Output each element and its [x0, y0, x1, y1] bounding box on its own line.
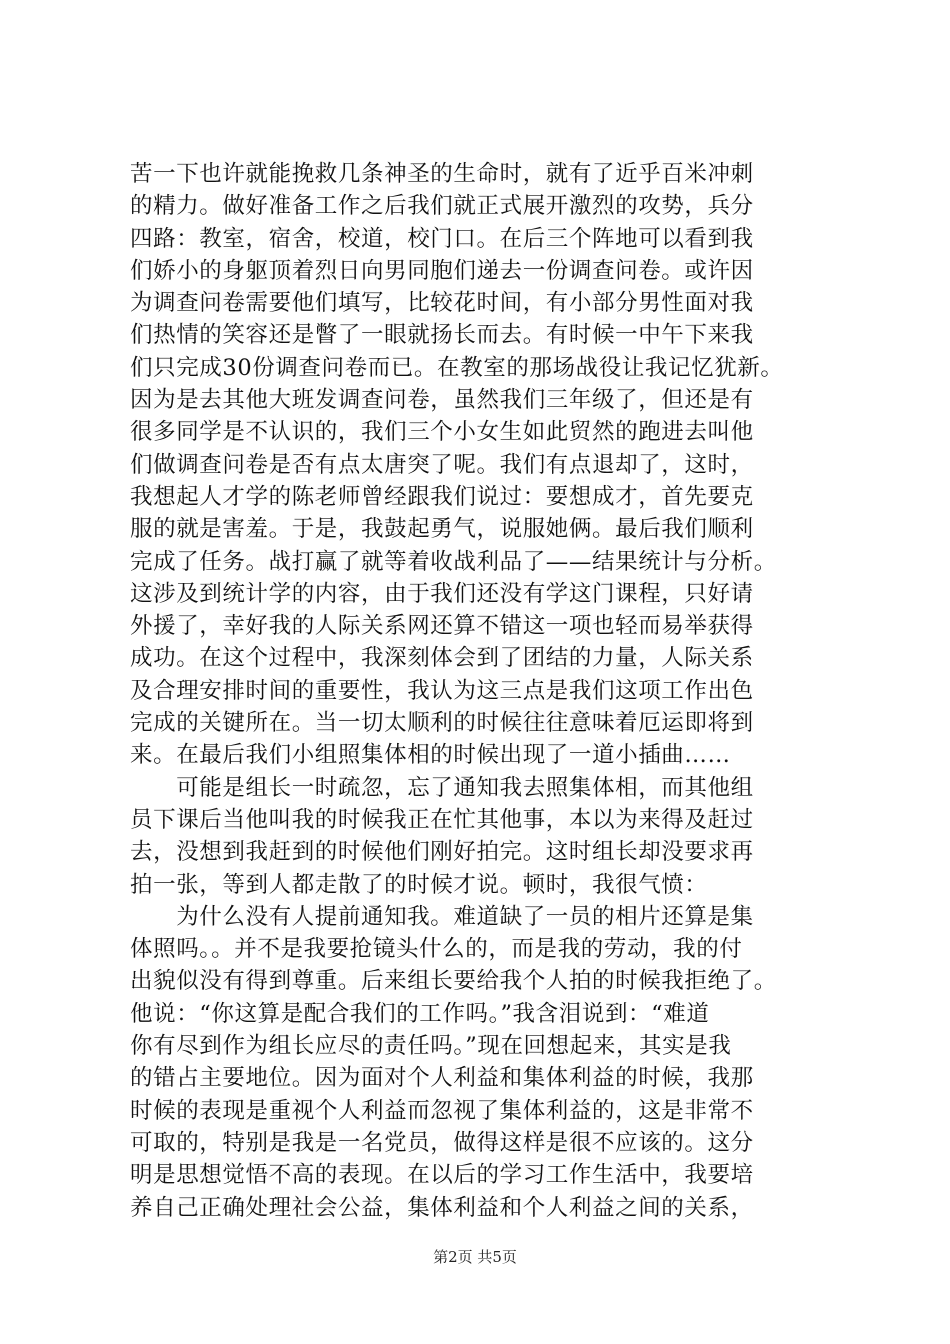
- text-line: 们做调查问卷是否有点太唐突了呢。我们有点退却了，这时，: [130, 451, 754, 478]
- text-line: 苦一下也许就能挽救几条神圣的生命时，就有了近乎百米冲刺: [130, 161, 754, 187]
- text-line: 去，没想到我赶到的时候他们刚好拍完。这时组长却没要求再: [130, 839, 754, 866]
- text-line: 这涉及到统计学的内容，由于我们还没有学这门课程，只好请: [130, 580, 754, 607]
- text-line: 体照吗。。并不是我要抢镜头什么的，而是我的劳动，我的付: [130, 936, 743, 963]
- text-line: 他说：“你这算是配合我们的工作吗。”我含泪说到：“难道: [130, 1000, 710, 1027]
- text-line: 及合理安排时间的重要性，我认为这三点是我们这项工作出色: [130, 677, 754, 704]
- text-line: 很多同学是不认识的，我们三个小女生如此贸然的跑进去叫他: [130, 419, 754, 446]
- text-line: 可取的，特别是我是一名党员，做得这样是很不应该的。这分: [130, 1129, 754, 1156]
- text-line: 的精力。做好准备工作之后我们就正式展开激烈的攻势，兵分: [130, 193, 754, 220]
- text-line: 们娇小的身躯顶着烈日向男同胞们递去一份调查问卷。或许因: [130, 257, 754, 284]
- text-line: 因为是去其他大班发调查问卷，虽然我们三年级了，但还是有: [130, 387, 754, 414]
- page-footer: [0, 1246, 950, 1267]
- text-line: 我想起人才学的陈老师曾经跟我们说过：要想成才，首先要克: [130, 483, 754, 510]
- text-line: 的错占主要地位。因为面对个人利益和集体利益的时候，我那: [130, 1065, 754, 1092]
- text-line: 服的就是害羞。于是，我鼓起勇气，说服她俩。最后我们顺利: [130, 516, 754, 543]
- text-line: 完成的关键所在。当一切太顺利的时候往往意味着厄运即将到: [130, 710, 754, 737]
- text-line: 员下课后当他叫我的时候我正在忙其他事，本以为来得及赶过: [130, 806, 754, 833]
- text-line: 们热情的笑容还是瞥了一眼就扬长而去。有时候一中午下来我: [130, 322, 754, 349]
- text-line: 为什么没有人提前通知我。难道缺了一员的相片还算是集: [130, 903, 754, 930]
- text-line: 拍一张，等到人都走散了的时候才说。顿时，我很气愤：: [130, 871, 708, 898]
- text-line: 们只完成30份调查问卷而已。在教室的那场战役让我记忆犹新。: [130, 354, 784, 381]
- text-line: 成功。在这个过程中，我深刻体会到了团结的力量，人际关系: [130, 645, 754, 672]
- text-line: 四路：教室，宿舍，校道，校门口。在后三个阵地可以看到我: [130, 225, 754, 252]
- text-line: 出貌似没有得到尊重。后来组长要给我个人拍的时候我拒绝了。: [130, 968, 777, 995]
- page-number-label: 第2页 共5页: [433, 1248, 517, 1266]
- text-line: 外援了，幸好我的人际关系网还算不错这一项也轻而易举获得: [130, 613, 754, 640]
- text-line: 养自己正确处理社会公益，集体利益和个人利益之间的关系，: [130, 1194, 754, 1221]
- body-text: [130, 158, 850, 1224]
- text-line: 明是思想觉悟不高的表现。在以后的学习工作生活中，我要培: [130, 1162, 754, 1189]
- text-line: 时候的表现是重视个人利益而忽视了集体利益的，这是非常不: [130, 1097, 754, 1124]
- text-line: 完成了任务。战打赢了就等着收战利品了——结果统计与分析。: [130, 548, 777, 575]
- text-line: 为调查问卷需要他们填写，比较花时间，有小部分男性面对我: [130, 290, 754, 317]
- text-line: 可能是组长一时疏忽，忘了通知我去照集体相，而其他组: [130, 774, 754, 801]
- text-line: 来。在最后我们小组照集体相的时候出现了一道小插曲……: [130, 742, 731, 769]
- text-line: 你有尽到作为组长应尽的责任吗。”现在回想起来，其实是我: [130, 1033, 732, 1060]
